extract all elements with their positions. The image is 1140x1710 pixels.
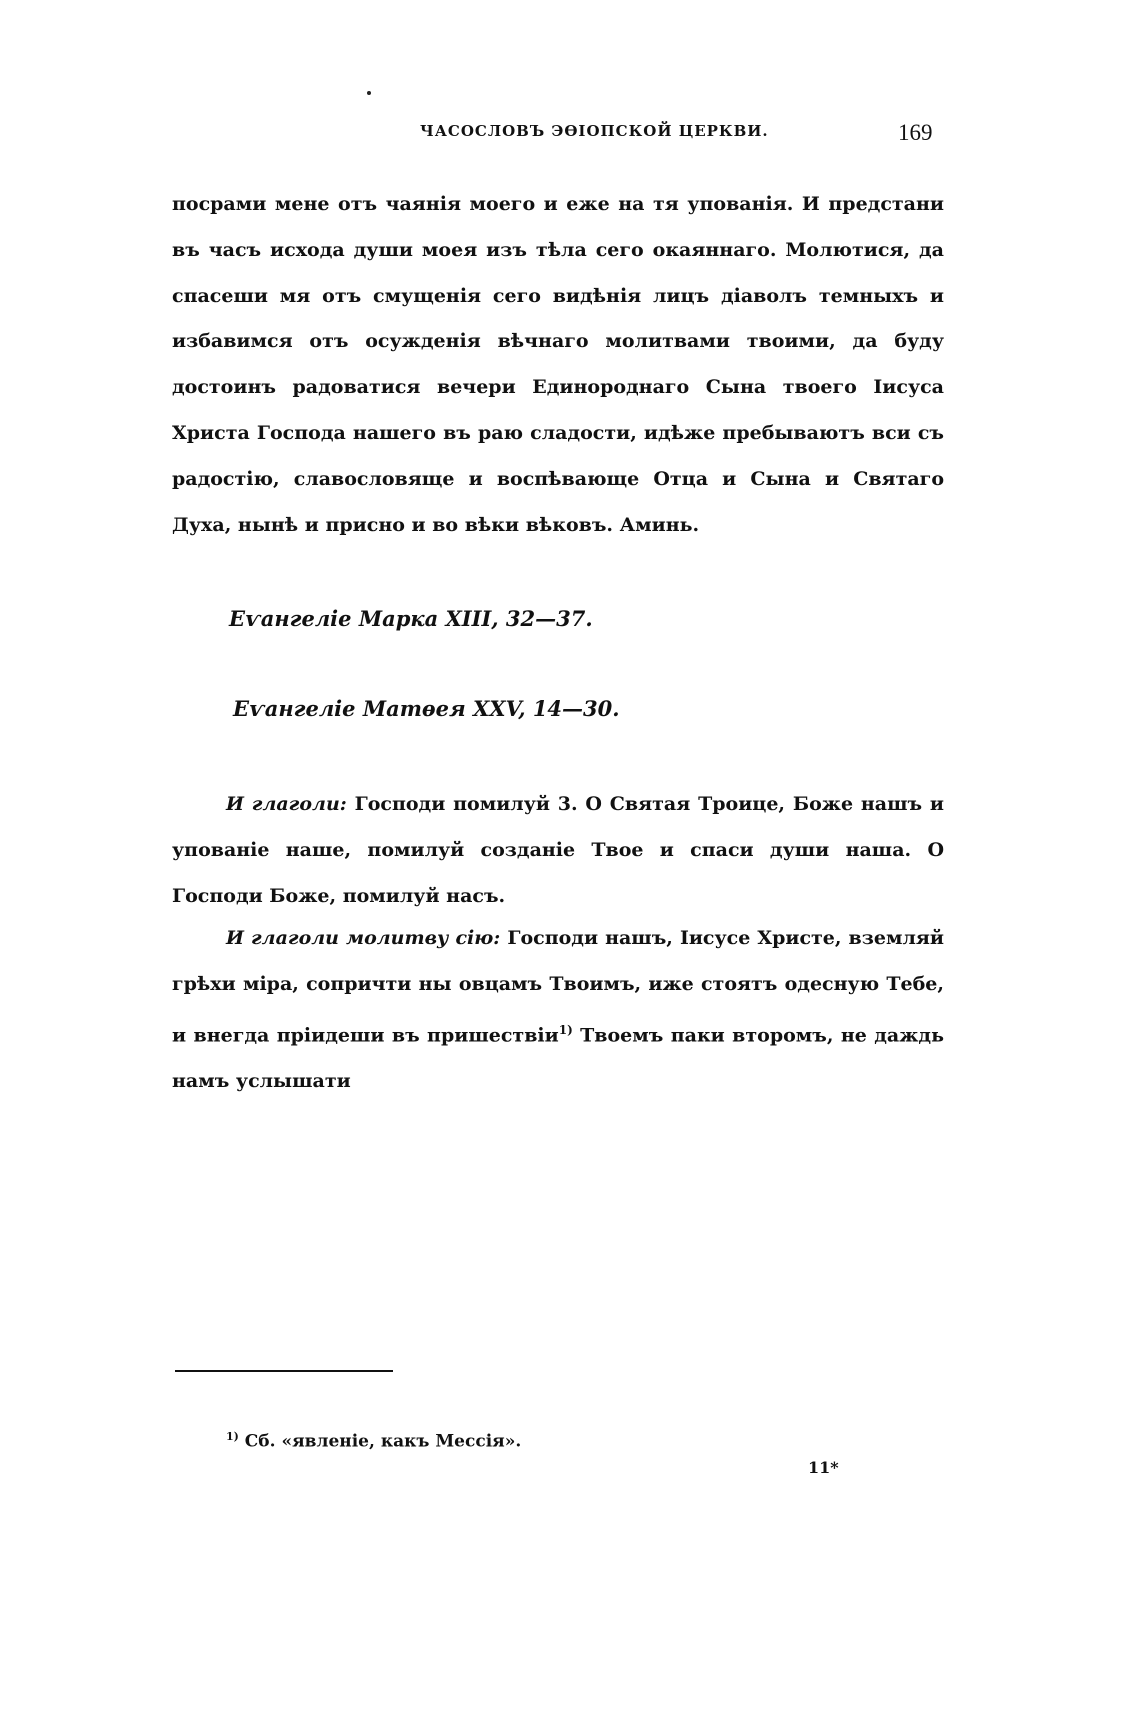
stray-dot (367, 91, 371, 95)
paragraph-1: посрами мене отъ чаянія моего и еже на тя упованія. И предстани въ часъ исхода души моея изъ тѣла сего окаяннаго. Молютися, да спасеши мя отъ смущенія сего видѣнія лицъ діаволъ темныхъ и избавимся отъ осужденія вѣчнаго молитвами твоими, да буду достоинъ радоватися вечери Единороднаго Сына твоего Іисуса Христа Господа нашего въ раю сладости, идѣже пребываютъ вси съ радостію, славословяще и воспѣвающе Отца и Сына и Святаго Духа, нынѣ и присно и во вѣки вѣковъ. Аминь. (172, 193, 944, 536)
paragraph-3 (172, 916, 944, 1105)
footnote-divider (175, 1370, 393, 1372)
paragraph-2-text: Господи помилуй 3. О Святая Троице, Боже нашъ и упованіе наше, помилуй созданіе Твое и спаси души наша. О Господи Боже, помилуй насъ. (172, 793, 944, 907)
paragraph-3-text-b: Твоемъ паки второмъ, не даждь намъ услышати (172, 1023, 944, 1092)
footnote-mark: 1) (226, 1430, 239, 1443)
page-number: 169 (898, 120, 933, 145)
paragraph-2-lead: И глаголи: (226, 793, 347, 815)
footnote (226, 1430, 521, 1452)
signature-mark: 11* (808, 1458, 839, 1477)
paragraph-2 (172, 782, 944, 919)
reading-mark: Еѵангеліе Марка XIII, 32—37. (229, 606, 593, 631)
footnote-text: Сб. «явленіе, какъ Мессія». (238, 1431, 522, 1452)
paragraph-3-lead: И глаголи молитву сію: (226, 927, 501, 949)
running-title: ЧАСОСЛОВЪ ЭѲІОПСКОЙ ЦЕРКВИ. (420, 122, 769, 140)
paragraph-3-text-a: Господи нашъ, Іисусе Христе, вземляй грѣхи міра, сопричти ны овцамъ Твоимъ, иже стоятъ одесную Тебе, и внегда пріидеши въ пришествіи (172, 927, 944, 1046)
footnote-reference[interactable]: 1) (558, 1022, 573, 1037)
reading-matthew: Еѵангеліе Матѳея XXV, 14—30. (233, 696, 620, 721)
